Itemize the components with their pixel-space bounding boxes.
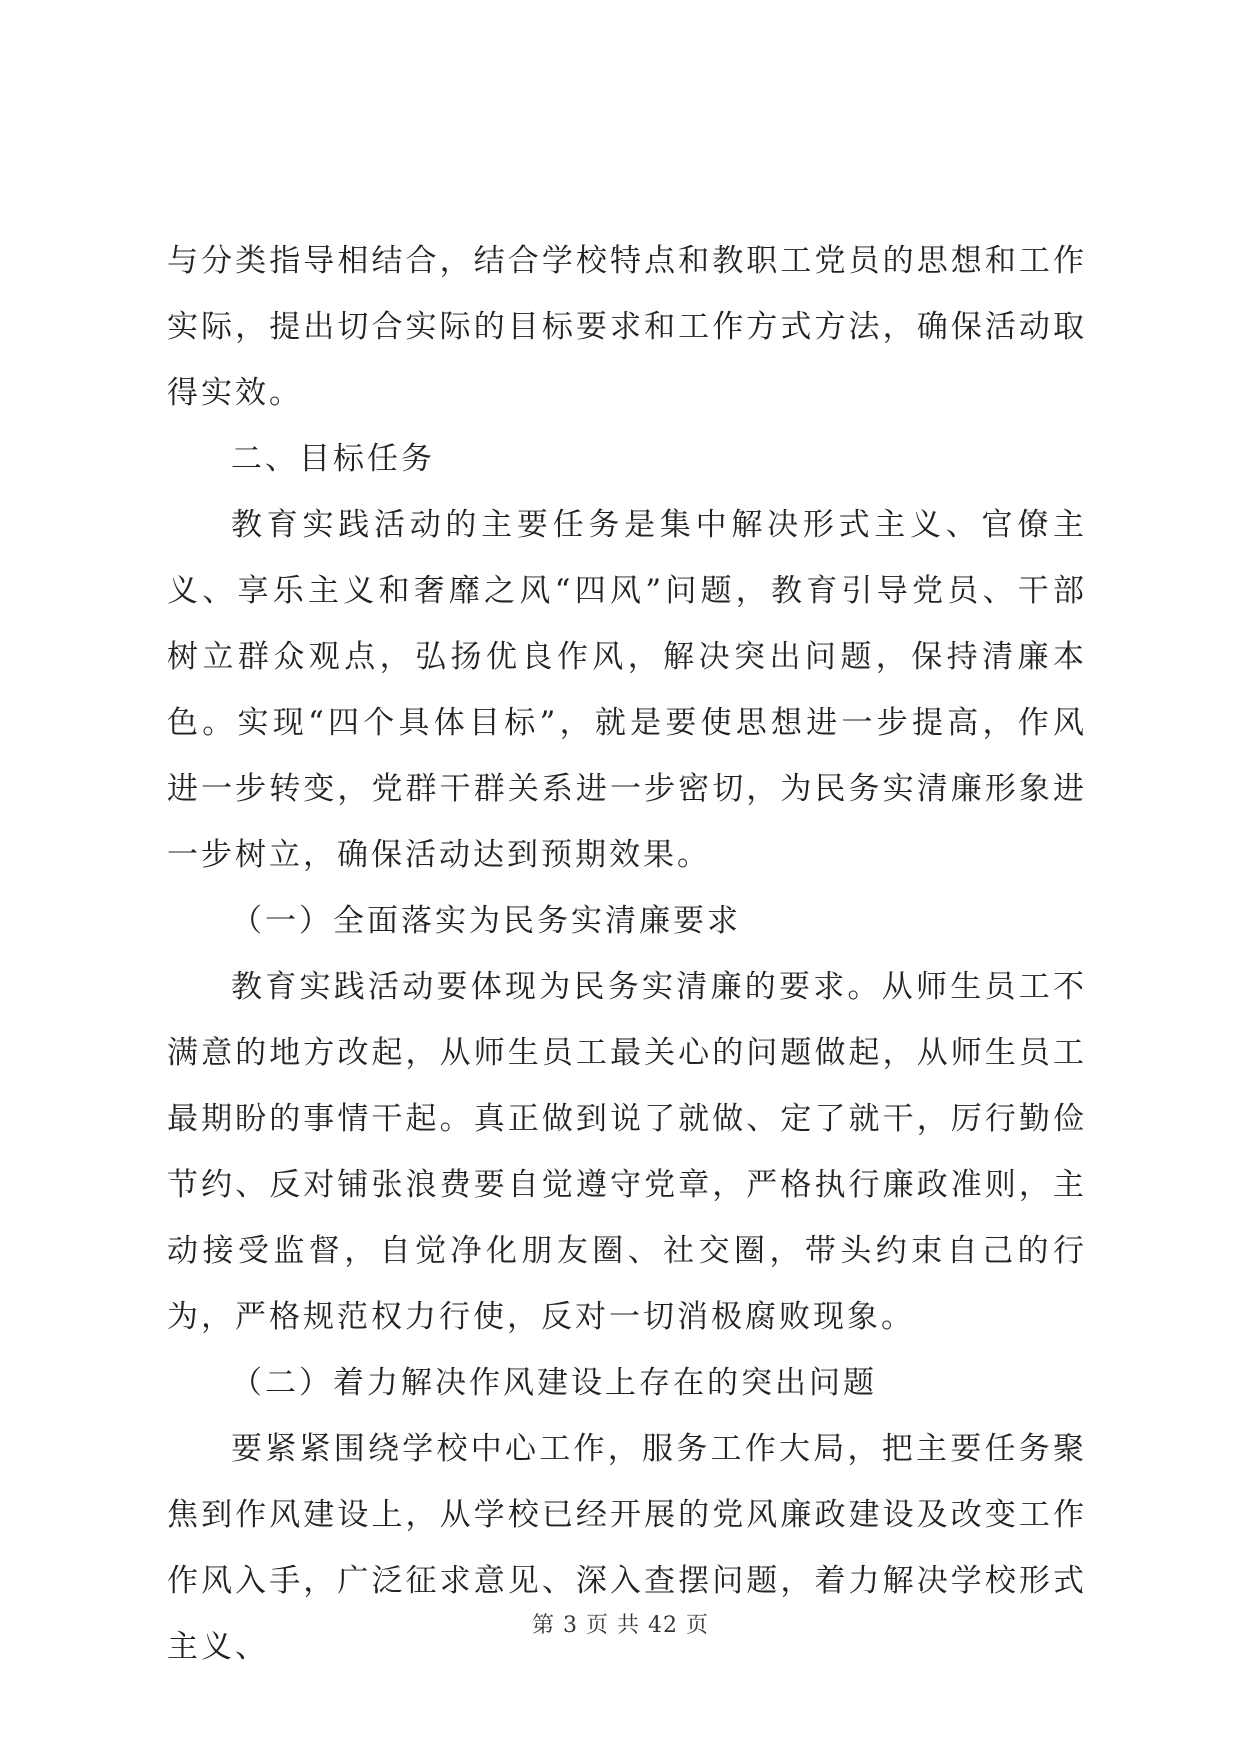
page-number-footer: 第 3 页 共 42 页 xyxy=(532,1613,709,1638)
paragraph-problems: 要紧紧围绕学校中心工作，服务工作大局，把主要任务聚焦到作风建设上，从学校已经开展的党风廉政建设及改变工作作风入手，广泛征求意见、深入查摆问题，着力解决学校形式主义、 xyxy=(167,1431,1087,1665)
section-heading-goals: 二、目标任务 xyxy=(231,441,435,477)
paragraph-main-tasks: 教育实践活动的主要任务是集中解决形式主义、官僚主义、享乐主义和奢靡之风“四风”问题，教育引导党员、干部树立群众观点，弘扬优良作风，解决突出问题，保持清廉本色。实现“四个具体目标”，就是要使思想进一步提高，作风进一步转变，党群干群关系进一步密切，为民务实清廉形象进一步树立，确保活动达到预期效果。 xyxy=(167,507,1087,873)
paragraph-continuation: 与分类指导相结合，结合学校特点和教职工党员的思想和工作实际，提出切合实际的目标要求和工作方式方法，确保活动取得实效。 xyxy=(167,243,1087,411)
document-body xyxy=(167,228,1087,1680)
paragraph-requirements: 教育实践活动要体现为民务实清廉的要求。从师生员工不满意的地方改起，从师生员工最关心的问题做起，从师生员工最期盼的事情干起。真正做到说了就做、定了就干，厉行勤俭节约、反对铺张浪费要自觉遵守党章，严格执行廉政准则，主动接受监督，自觉净化朋友圈、社交圈，带头约束自己的行为，严格规范权力行使，反对一切消极腐败现象。 xyxy=(167,969,1087,1335)
subsection-heading-1: （一）全面落实为民务实清廉要求 xyxy=(231,903,741,939)
subsection-heading-2: （二）着力解决作风建设上存在的突出问题 xyxy=(231,1365,877,1401)
